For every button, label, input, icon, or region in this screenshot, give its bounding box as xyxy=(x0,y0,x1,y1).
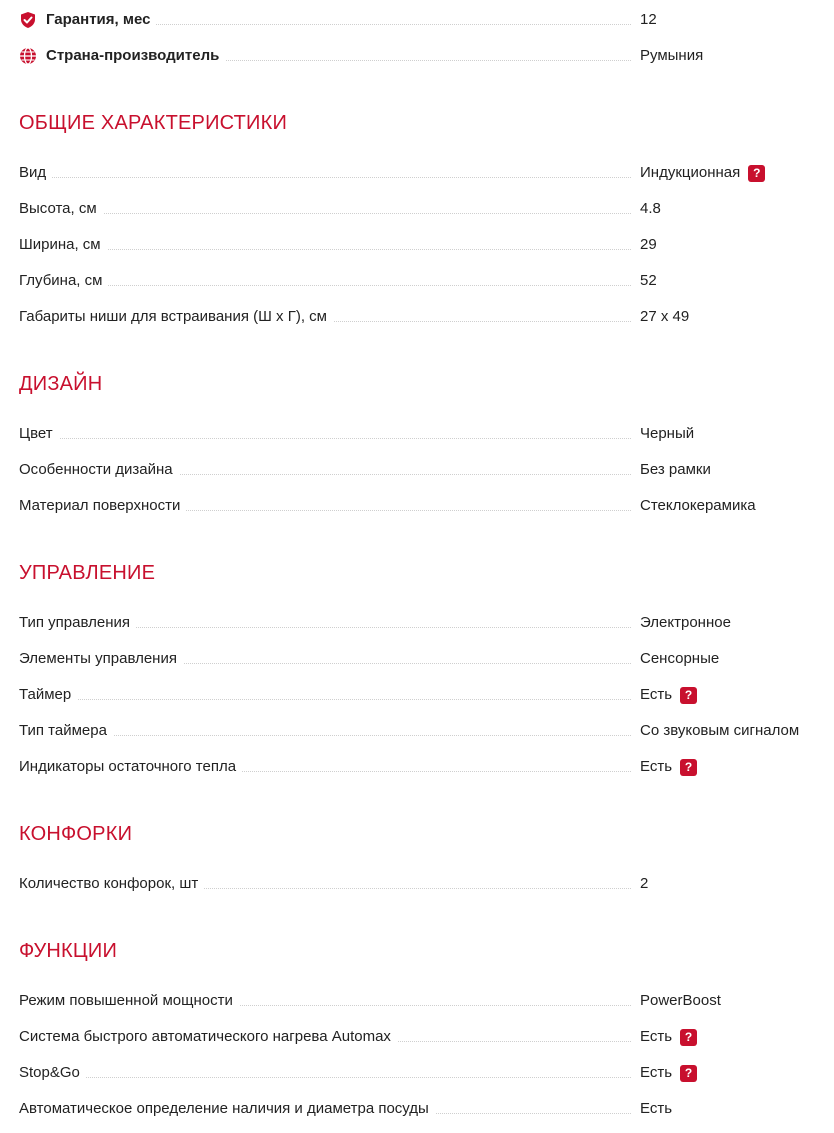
spec-value: 52 xyxy=(640,272,657,289)
shield-check-icon xyxy=(19,11,37,29)
spec-row xyxy=(0,1025,834,1049)
spec-value: Электронное xyxy=(640,614,731,631)
spec-value: Румыния xyxy=(640,47,704,64)
spec-label: Система быстрого автоматического нагрева Automax xyxy=(19,1025,397,1049)
dotted-leader xyxy=(19,1077,631,1078)
spec-row xyxy=(0,755,834,779)
spec-value: 27 x 49 xyxy=(640,308,690,325)
spec-row xyxy=(0,458,834,482)
spec-row xyxy=(0,197,834,221)
spec-row xyxy=(0,422,834,446)
spec-value: 12 xyxy=(640,11,657,28)
spec-row xyxy=(0,494,834,518)
spec-label: Автоматическое определение наличия и диаметра посуды xyxy=(19,1097,435,1121)
spec-value: Со звуковым сигналом xyxy=(640,722,800,739)
spec-value: Индукционная ? xyxy=(640,161,765,185)
spec-value: 29 xyxy=(640,236,657,253)
spec-row xyxy=(0,647,834,671)
spec-label: Stop&Go xyxy=(19,1061,86,1085)
spec-row xyxy=(0,683,834,707)
spec-value: Есть ? xyxy=(640,1061,697,1085)
spec-label: Высота, см xyxy=(19,197,103,221)
spec-row xyxy=(0,305,834,329)
spec-label: Тип таймера xyxy=(19,719,113,743)
spec-label: Страна-производитель xyxy=(46,44,225,68)
dotted-leader xyxy=(19,285,631,286)
spec-label: Элементы управления xyxy=(19,647,183,671)
spec-label: Тип управления xyxy=(19,611,136,635)
section-title-burners: КОНФОРКИ xyxy=(19,823,133,845)
section-title-general: ОБЩИЕ ХАРАКТЕРИСТИКИ xyxy=(19,112,288,134)
help-icon[interactable]: ? xyxy=(680,687,697,704)
dotted-leader xyxy=(19,249,631,250)
globe-icon xyxy=(19,47,37,65)
spec-label: Ширина, см xyxy=(19,233,107,257)
spec-row xyxy=(0,233,834,257)
spec-value: Стеклокерамика xyxy=(640,497,756,514)
section-title-functions: ФУНКЦИИ xyxy=(19,940,118,962)
spec-label: Таймер xyxy=(19,683,77,707)
spec-value: Без рамки xyxy=(640,461,711,478)
spec-value: Есть ? xyxy=(640,683,697,707)
spec-label: Режим повышенной мощности xyxy=(19,989,239,1013)
spec-value: Черный xyxy=(640,425,695,442)
spec-label: Индикаторы остаточного тепла xyxy=(19,755,242,779)
spec-value: Есть ? xyxy=(640,1025,697,1049)
spec-label: Особенности дизайна xyxy=(19,458,179,482)
spec-row xyxy=(0,989,834,1013)
spec-label: Количество конфорок, шт xyxy=(19,872,204,896)
spec-row xyxy=(0,719,834,743)
spec-row xyxy=(0,872,834,896)
dotted-leader xyxy=(19,213,631,214)
dotted-leader xyxy=(19,177,631,178)
spec-value: PowerBoost xyxy=(640,992,721,1009)
section-title-design: ДИЗАЙН xyxy=(19,373,103,395)
dotted-leader xyxy=(19,438,631,439)
help-icon[interactable]: ? xyxy=(680,1029,697,1046)
spec-label: Глубина, см xyxy=(19,269,108,293)
spec-row-warranty xyxy=(0,8,834,32)
help-icon[interactable]: ? xyxy=(748,165,765,182)
spec-value: Есть xyxy=(640,1100,673,1117)
spec-value: 4.8 xyxy=(640,200,661,217)
spec-label: Габариты ниши для встраивания (Ш х Г), см xyxy=(19,305,333,329)
dotted-leader xyxy=(19,699,631,700)
spec-value: Есть ? xyxy=(640,755,697,779)
section-title-control: УПРАВЛЕНИЕ xyxy=(19,562,156,584)
spec-row xyxy=(0,269,834,293)
spec-row xyxy=(0,1097,834,1121)
help-icon[interactable]: ? xyxy=(680,1065,697,1082)
spec-row xyxy=(0,161,834,185)
spec-value: Сенсорные xyxy=(640,650,720,667)
spec-label: Вид xyxy=(19,161,52,185)
spec-value: 2 xyxy=(640,875,649,892)
spec-label: Гарантия, мес xyxy=(46,8,156,32)
spec-row xyxy=(0,1061,834,1085)
spec-row xyxy=(0,611,834,635)
spec-row-country xyxy=(0,44,834,68)
spec-label: Цвет xyxy=(19,422,59,446)
help-icon[interactable]: ? xyxy=(680,759,697,776)
spec-label: Материал поверхности xyxy=(19,494,186,518)
